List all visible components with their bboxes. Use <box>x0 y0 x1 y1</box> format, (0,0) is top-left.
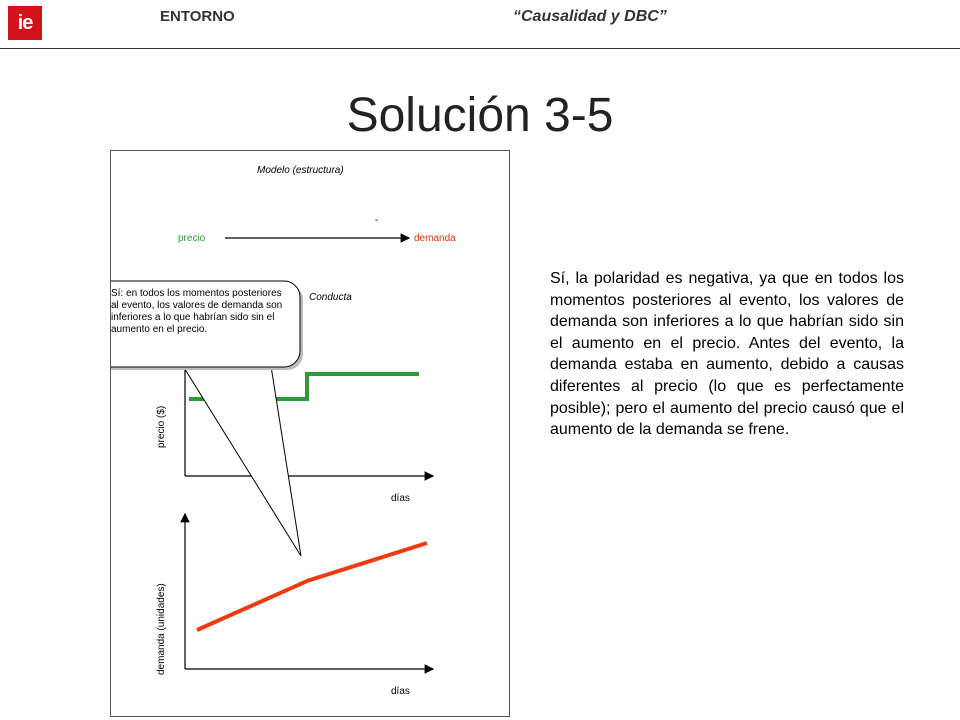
link-cause-label: precio <box>178 233 206 244</box>
link-effect-label: demanda <box>414 233 456 244</box>
causal-diagram <box>110 150 510 717</box>
demanda-axis-label: demanda (unidades) <box>156 583 167 675</box>
callout-text: Sí: en todos los momentos posteriores al evento, los valores de demanda son inferiores a lo que habrían sido sin el aumento en el precio. <box>111 288 283 335</box>
precio-axis-label: precio ($) <box>156 405 167 448</box>
header-topic: “Causalidad y DBC” <box>513 8 667 25</box>
callout-pointer <box>183 366 301 556</box>
header-section: ENTORNO <box>160 8 235 25</box>
precio-x-label: días <box>391 493 410 504</box>
header-divider <box>0 48 960 49</box>
ie-logo: ie <box>8 6 42 40</box>
demanda-x-label: días <box>391 686 410 697</box>
slide-title: Solución 3-5 <box>346 89 614 142</box>
model-label: Modelo (estructura) <box>257 165 344 176</box>
link-polarity: - <box>375 215 379 226</box>
behavior-label: Conducta <box>309 292 352 303</box>
demanda-series-line <box>197 543 427 630</box>
explanation-text: Sí, la polaridad es negativa, ya que en todos los momentos posteriores al evento, los valores de demanda son inferiores a lo que habrían sido sin el aumento en el precio. Antes del evento, la demanda estaba en aumento, debido a causas diferentes al precio (lo que es perfectamente posible); pero el aumento del precio causó que el aumento de la demanda se frene. <box>550 270 904 439</box>
